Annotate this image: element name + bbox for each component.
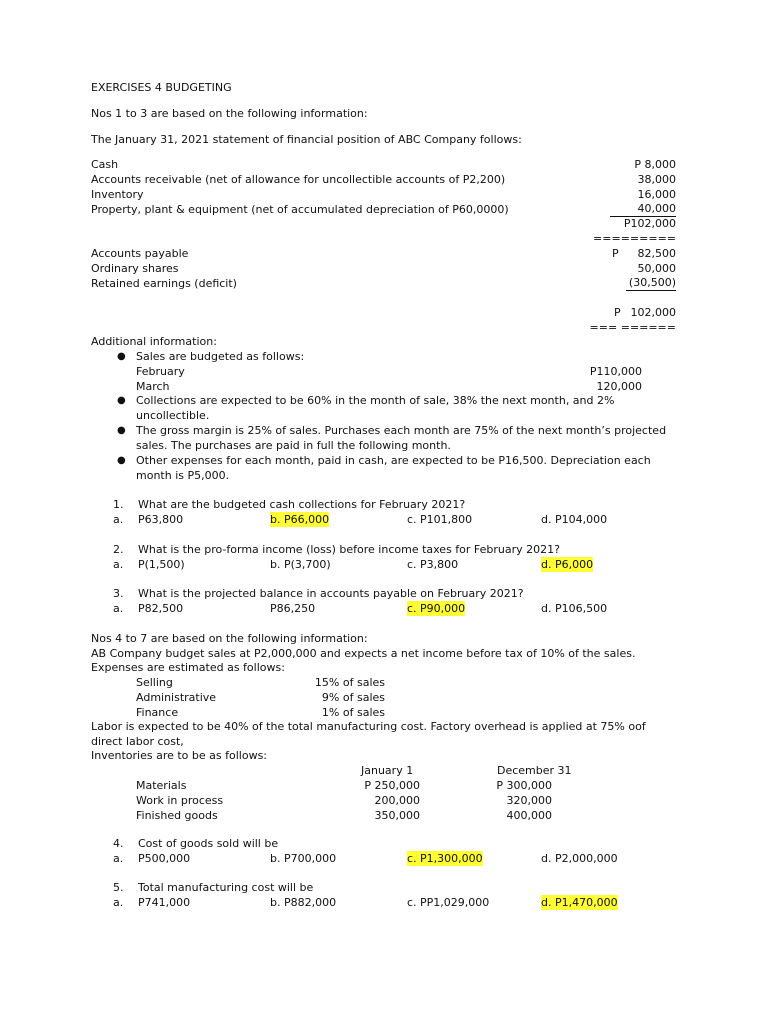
sfp-shares-value: 50,000 <box>637 262 676 275</box>
inventory-label-finished: Finished goods <box>136 809 218 822</box>
sfp-double-line-1: ========= <box>593 232 676 245</box>
q1-option-a: P63,800 <box>138 513 184 526</box>
inventory-dec-materials: P 300,000 <box>496 779 552 792</box>
intro-line-2: The January 31, 2021 statement of financial position of ABC Company follows: <box>91 133 522 146</box>
q1-text: What are the budgeted cash collections for February 2021? <box>138 498 466 511</box>
q1-option-a-letter: a. <box>113 513 124 526</box>
q5-option-a: P741,000 <box>138 896 191 909</box>
q3-option-a-letter: a. <box>113 602 124 615</box>
bullet-icon: ● <box>117 395 126 406</box>
inventory-col-january: January 1 <box>361 764 414 777</box>
q5-option-a-letter: a. <box>113 896 124 909</box>
sfp-double-line-2: === ====== <box>589 321 676 334</box>
expense-label-finance: Finance <box>136 706 179 719</box>
additional-bullet-2-line-2: uncollectible. <box>136 409 210 422</box>
sfp-shares-label: Ordinary shares <box>91 262 179 275</box>
additional-bullet-2-line-1: Collections are expected to be 60% in the month of sale, 38% the next month, and 2% <box>136 394 615 407</box>
q5-number: 5. <box>113 881 124 894</box>
q1-number: 1. <box>113 498 124 511</box>
expense-value-administrative: 9% of sales <box>321 691 385 704</box>
expense-value-finance: 1% of sales <box>321 706 385 719</box>
q3-option-c-answer: c. P90,000 <box>407 602 466 615</box>
q3-option-a: P82,500 <box>138 602 184 615</box>
q2-option-b: b. P(3,700) <box>270 558 331 571</box>
q4-option-d: d. P2,000,000 <box>541 852 618 865</box>
additional-heading: Additional information: <box>91 335 217 348</box>
additional-bullet-3-line-2: sales. The purchases are paid in full the following month. <box>136 439 451 452</box>
sfp-re-value: (30,500) <box>626 276 676 291</box>
part2-line-1: AB Company budget sales at P2,000,000 and expects a net income before tax of 10% of the sales. <box>91 647 636 660</box>
q1-option-b-answer: b. P66,000 <box>270 513 330 526</box>
q2-text: What is the pro-forma income (loss) before income taxes for February 2021? <box>138 543 560 556</box>
q2-option-c: c. P3,800 <box>407 558 459 571</box>
sfp-ppe-label: Property, plant & equipment (net of accumulated depreciation of P60,0000) <box>91 203 509 216</box>
inventory-label-wip: Work in process <box>136 794 224 807</box>
part2-line-2: Expenses are estimated as follows: <box>91 661 285 674</box>
inventory-dec-wip: 320,000 <box>506 794 552 807</box>
sales-value-feb: P110,000 <box>589 365 642 378</box>
sales-month-feb: February <box>136 365 185 378</box>
q4-option-b: b. P700,000 <box>270 852 337 865</box>
sfp-ap-label: Accounts payable <box>91 247 189 260</box>
q2-option-d-answer: d. P6,000 <box>541 558 594 571</box>
q5-option-d-answer: d. P1,470,000 <box>541 896 618 909</box>
inventory-jan-finished: 350,000 <box>374 809 420 822</box>
sfp-ar-label: Accounts receivable (net of allowance for uncollectible accounts of P2,200) <box>91 173 506 186</box>
q2-option-a: P(1,500) <box>138 558 185 571</box>
part2-heading: Nos 4 to 7 are based on the following information: <box>91 632 368 645</box>
q1-option-d: d. P104,000 <box>541 513 608 526</box>
additional-bullet-4-line-1: Other expenses for each month, paid in cash, are expected to be P16,500. Depreciation each <box>136 454 651 467</box>
sfp-total-prefix: P <box>614 306 621 319</box>
expense-value-selling: 15% of sales <box>314 676 385 689</box>
inventory-jan-wip: 200,000 <box>374 794 420 807</box>
additional-bullet-4-line-2: month is P5,000. <box>136 469 230 482</box>
expense-label-selling: Selling <box>136 676 173 689</box>
inventory-col-december: December 31 <box>497 764 572 777</box>
q2-option-a-letter: a. <box>113 558 124 571</box>
sales-value-mar: 120,000 <box>596 380 642 393</box>
q3-option-d: d. P106,500 <box>541 602 608 615</box>
bullet-icon: ● <box>117 455 126 466</box>
q4-text: Cost of goods sold will be <box>138 837 279 850</box>
q3-option-b: P86,250 <box>270 602 316 615</box>
expense-label-administrative: Administrative <box>136 691 217 704</box>
q5-option-b: b. P882,000 <box>270 896 337 909</box>
part2-line-4: direct labor cost, <box>91 735 184 748</box>
bullet-icon: ● <box>117 425 126 436</box>
q5-option-c: c. PP1,029,000 <box>407 896 490 909</box>
additional-bullet-1: Sales are budgeted as follows: <box>136 350 305 363</box>
sfp-total-le: 102,000 <box>630 306 676 319</box>
part2-line-5: Inventories are to be as follows: <box>91 749 267 762</box>
sfp-ap-prefix: P <box>612 247 619 260</box>
q4-option-c-answer: c. P1,300,000 <box>407 852 483 865</box>
inventory-jan-materials: P 250,000 <box>364 779 420 792</box>
q1-option-c: c. P101,800 <box>407 513 473 526</box>
sfp-ap-value: 82,500 <box>637 247 676 260</box>
sfp-total-assets: P102,000 <box>623 217 676 230</box>
inventory-dec-finished: 400,000 <box>506 809 552 822</box>
q3-number: 3. <box>113 587 124 600</box>
sfp-inventory-value: 16,000 <box>637 188 676 201</box>
sfp-inventory-label: Inventory <box>91 188 144 201</box>
q4-option-a-letter: a. <box>113 852 124 865</box>
sfp-re-label: Retained earnings (deficit) <box>91 277 237 290</box>
q2-number: 2. <box>113 543 124 556</box>
sfp-cash-label: Cash <box>91 158 119 171</box>
sfp-cash-value: P 8,000 <box>634 158 676 171</box>
q4-option-a: P500,000 <box>138 852 191 865</box>
q5-text: Total manufacturing cost will be <box>138 881 314 894</box>
sfp-ppe-value: 40,000 <box>610 202 676 217</box>
q3-text: What is the projected balance in accounts payable on February 2021? <box>138 587 524 600</box>
q4-number: 4. <box>113 837 124 850</box>
intro-line-1: Nos 1 to 3 are based on the following information: <box>91 107 368 120</box>
document-title: EXERCISES 4 BUDGETING <box>91 81 232 94</box>
part2-line-3: Labor is expected to be 40% of the total manufacturing cost. Factory overhead is applied at 75% oof <box>91 720 646 733</box>
additional-bullet-3-line-1: The gross margin is 25% of sales. Purchases each month are 75% of the next month’s projected <box>136 424 667 437</box>
sfp-ar-value: 38,000 <box>637 173 676 186</box>
bullet-icon: ● <box>117 351 126 362</box>
sales-month-mar: March <box>136 380 170 393</box>
inventory-label-materials: Materials <box>136 779 187 792</box>
